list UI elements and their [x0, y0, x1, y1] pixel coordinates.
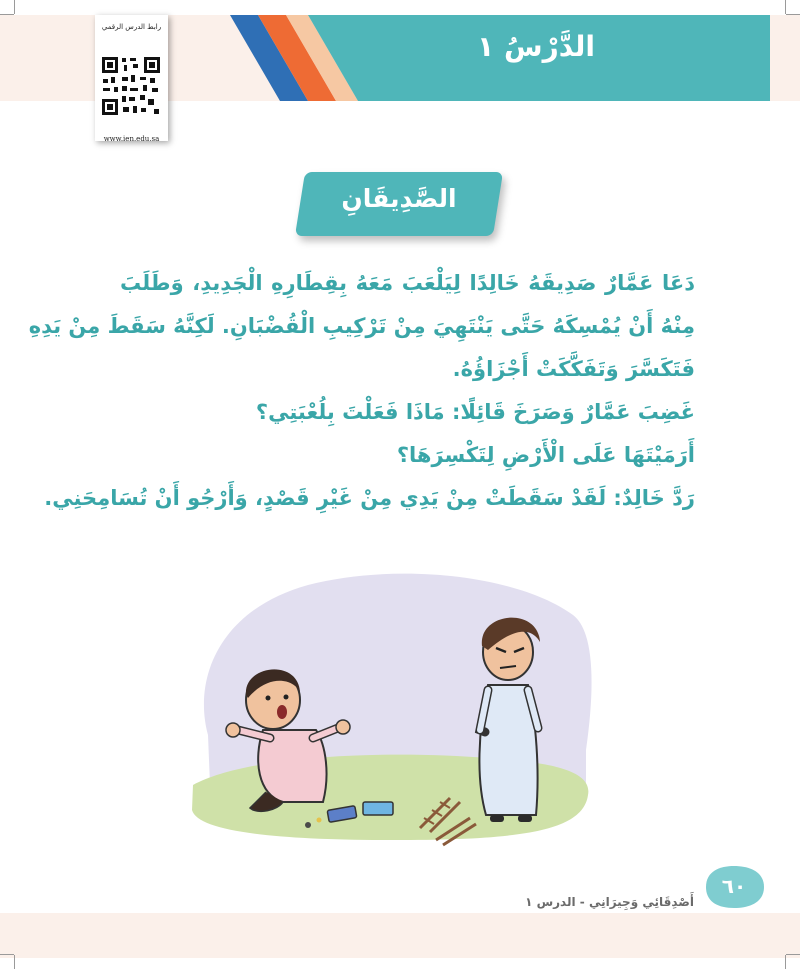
story-line: أَرَمَيْتَهَا عَلَى الْأَرْضِ لِتَكْسِرَهَا؟ [396, 443, 695, 467]
crop-mark [0, 14, 14, 15]
crop-mark [785, 955, 786, 969]
page-number: ٦٠ [721, 874, 747, 898]
qr-card[interactable] [95, 15, 168, 141]
crop-mark [785, 0, 786, 14]
story-illustration [188, 570, 598, 850]
story-line: غَضِبَ عَمَّارٌ وَصَرَخَ قَائِلًا: مَاذَا فَعَلْتَ بِلُعْبَتِي؟ [255, 400, 695, 424]
story-title: الصَّدِيقَانِ [341, 184, 457, 213]
story-line: دَعَا عَمَّارٌ صَدِيقَهُ خَالِدًا لِيَلْعَبَ مَعَهُ بِقِطَارِهِ الْجَدِيدِ، وَطَلَبَ [120, 271, 695, 295]
crop-mark [0, 954, 14, 955]
unit-lesson-label: أَصْدِقَائِي وَجِيرَانِي - الدرس ١ [525, 895, 694, 909]
story-line: مِنْهُ أَنْ يُمْسِكَهُ حَتَّى يَنْتَهِيَ مِنْ تَرْكِيبِ الْقُضْبَانِ. لَكِنَّهُ سَقَطَ مِنْ يَدِهِ [28, 314, 695, 338]
qr-code-icon[interactable] [100, 55, 162, 117]
qr-url[interactable]: www.ien.edu.sa [103, 135, 160, 143]
crop-mark [14, 0, 15, 14]
story-line: فَتَكَسَّرَ وَتَفَكَّكَتْ أَجْزَاؤُهُ. [452, 357, 695, 381]
qr-caption: رابط الدرس الرقمي [101, 23, 162, 31]
story-line: رَدَّ خَالِدٌ: لَقَدْ سَقَطَتْ مِنْ يَدِي مِنْ غَيْرِ قَصْدٍ، وَأَرْجُو أَنْ تُسَامِحَنِي. [44, 486, 695, 510]
lesson-title: الدَّرْسُ ١ [477, 30, 595, 63]
story-text [28, 262, 695, 520]
crop-mark [786, 954, 800, 955]
crop-mark [786, 14, 800, 15]
footer-band [0, 913, 800, 958]
crop-mark [14, 955, 15, 969]
standing-boy [479, 618, 540, 822]
